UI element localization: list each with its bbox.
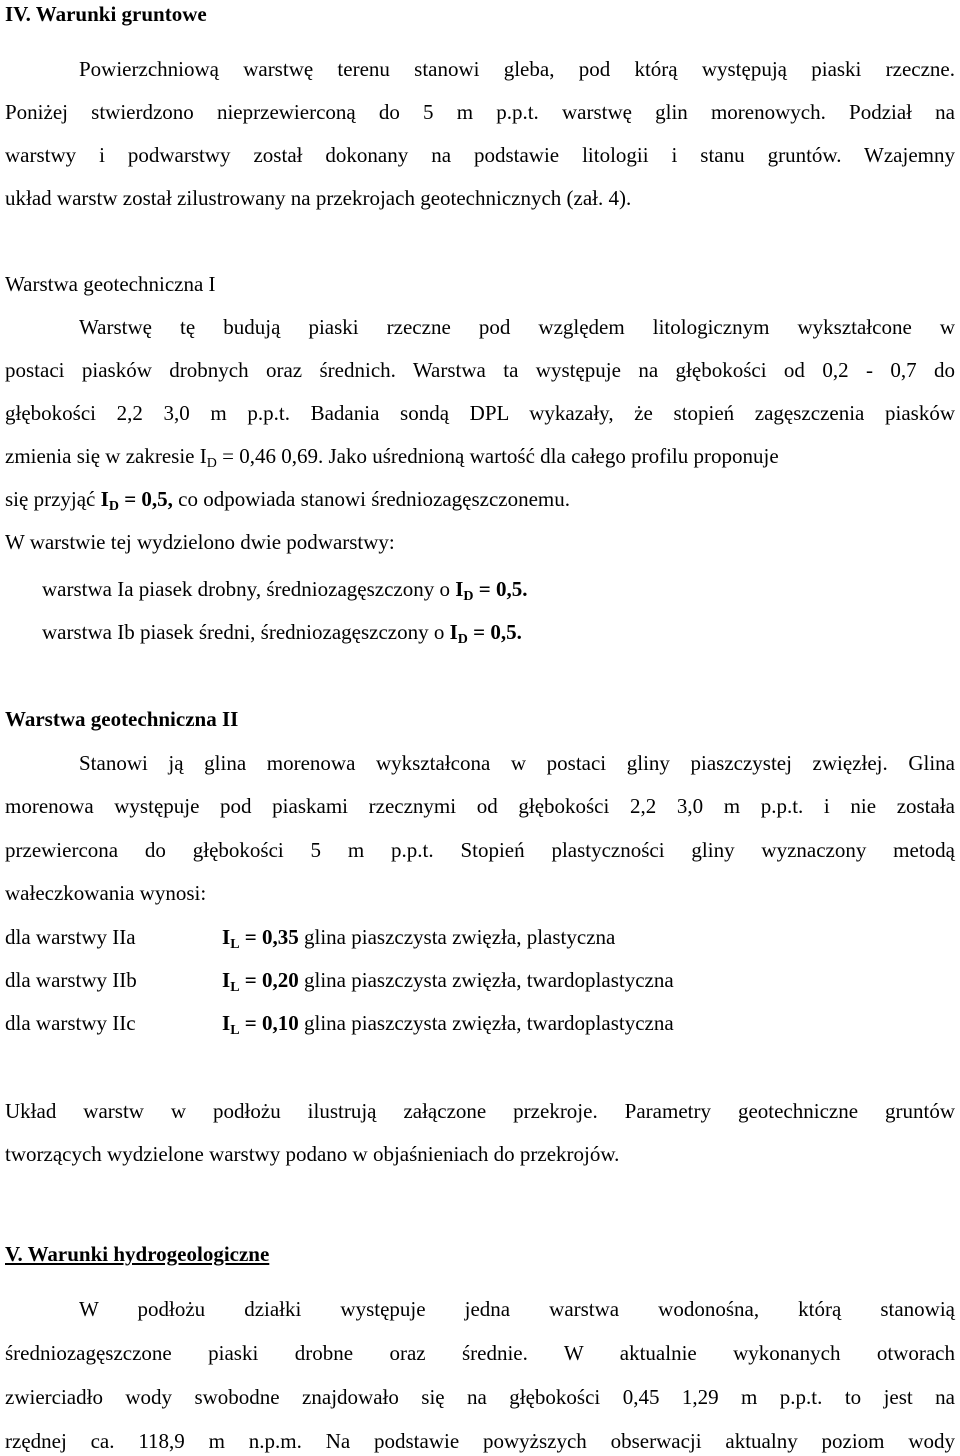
section-heading-iv: IV. Warunki gruntowe [5,2,207,26]
paragraph-line: postaci piasków drobnych oraz średnich. Warstwa ta występuje na głębokości od 0,2 - 0,7 do [5,358,955,382]
paragraph-line: W podłożu działki występuje jedna warstwa wodonośna, którą stanowią [79,1297,955,1321]
plasticity-row: dla warstwy IIc $I_L = 0,10$ glina piaszczysta zwięzła, twardoplastyczna [5,1011,674,1038]
plasticity-row: dla warstwy IIb $I_L = 0,20$ glina piaszczysta zwięzła, twardoplastyczna [5,968,674,995]
paragraph-line: Stanowi ją glina morenowa wykształcona w postaci gliny piaszczystej zwięzłej. Glina [79,751,955,775]
paragraph-line: średniozagęszczone piaski drobne oraz średnie. W aktualnie wykonanych otworach [5,1341,955,1365]
sublayer-ib: warstwa Ib piasek średni, średniozagęszczony o $I_D = 0,5$. [42,620,522,647]
paragraph-line: Warstwę tę budują piaski rzeczne pod względem litologicznym wykształcone w [79,315,955,339]
paragraph-line: W warstwie tej wydzielono dwie podwarstwy: [5,530,395,554]
paragraph-line: rzędnej ca. 118,9 m n.p.m. Na podstawie powyższych obserwacji aktualny poziom wody [5,1429,955,1453]
paragraph-line: warstwy i podwarstwy został dokonany na podstawie litologii i stanu gruntów. Wzajemny [5,143,955,167]
sublayer-ia: warstwa Ia piasek drobny, średniozagęszczony o $I_D = 0,5$. [42,577,528,604]
paragraph-line: wałeczkowania wynosi: [5,881,207,905]
layer-heading-ii: Warstwa geotechniczna II [5,707,239,731]
paragraph-line: Poniżej stwierdzono nieprzewierconą do 5 m p.p.t. warstwę glin morenowych. Podział na [5,100,955,124]
paragraph-line: układ warstw został zilustrowany na przekrojach geotechnicznych (zał. 4). [5,186,632,210]
paragraph-line: się przyjąć $I_D = 0,5$, co odpowiada stanowi średniozagęszczonemu. [5,487,571,514]
paragraph-line: Powierzchniową warstwę terenu stanowi gleba, pod którą występują piaski rzeczne. [79,57,955,81]
paragraph-line: przewiercona do głębokości 5 m p.p.t. Stopień plastyczności gliny wyznaczony metodą [5,838,955,862]
section-heading-v: V. Warunki hydrogeologiczne [5,1242,270,1266]
layer-heading-i: Warstwa geotechniczna I [5,272,216,296]
paragraph-line: głębokości 2,2 3,0 m p.p.t. Badania sondą DPL wykazały, że stopień zagęszczenia piasków [5,401,955,425]
paragraph-line: zmienia się w zakresie $I_D = 0,46$ 0,69. Jako uśrednioną wartość dla całego profilu proponuje [5,444,779,471]
plasticity-row: dla warstwy IIa $I_L = 0,35$ glina piaszczysta zwięzła, plastyczna [5,925,616,952]
paragraph-line: zwierciadło wody swobodne znajdowało się na głębokości 0,45 1,29 m p.p.t. to jest na [5,1385,955,1409]
paragraph-line: morenowa występuje pod piaskami rzecznymi od głębokości 2,2 3,0 m p.p.t. i nie została [5,794,955,818]
paragraph-line: Układ warstw w podłożu ilustrują załączone przekroje. Parametry geotechniczne gruntów [5,1099,955,1123]
paragraph-line: tworzących wydzielone warstwy podano w objaśnieniach do przekrojów. [5,1142,620,1166]
